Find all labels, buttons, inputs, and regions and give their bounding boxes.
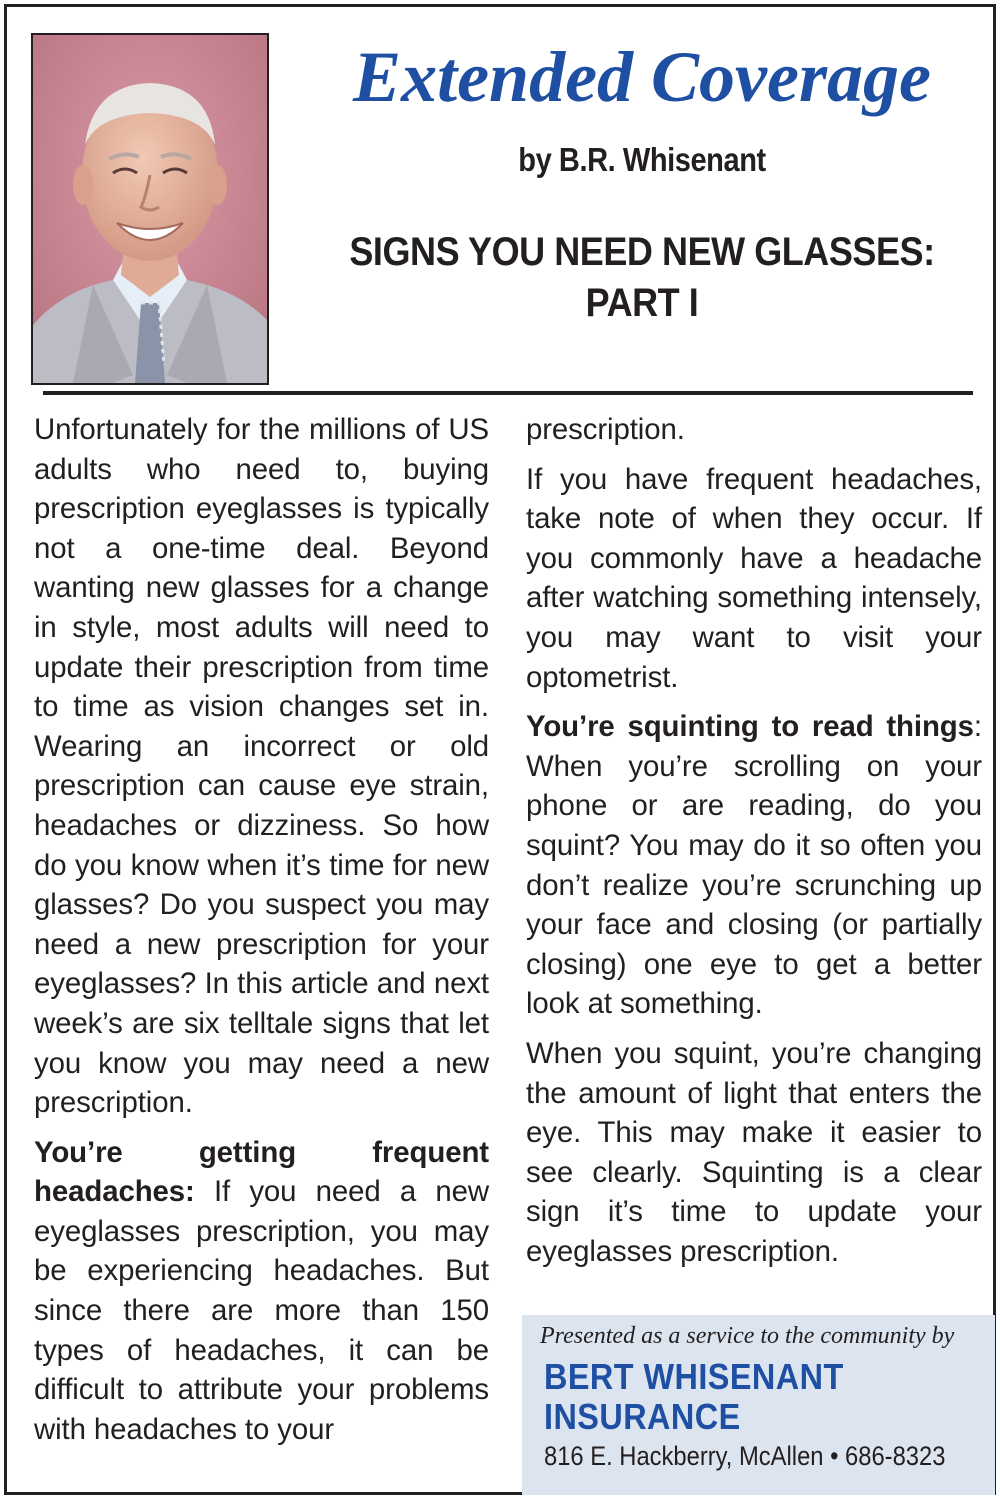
sponsor-name-line-1: BERT WHISENANT <box>544 1356 844 1397</box>
author-portrait <box>31 33 269 385</box>
paragraph: Unfortunately for the millions of US adults who need to, buying prescription eyeglasses is typically not a one-time deal. Beyond wanting new glasses for a change in style, most adults will need to update their prescription from time to time as vision changes set in. Wearing an incorrect or old prescription can cause eye strain, headaches or dizziness. So how do you know when it’s time for new glasses? Do you suspect you may need a new prescription for your eyeglasses? In this article and next week’s are six telltale signs that let you know you may need a new prescription. <box>34 413 489 1120</box>
sponsor-intro: Presented as a service to the community by <box>540 1323 955 1349</box>
headline-line-2: PART I <box>585 281 699 325</box>
divider-rule <box>43 391 973 395</box>
paragraph: If you have frequent headaches, take note of when they occur. If you commonly have a headache after watching something intensely, you may want to visit your optometrist. <box>526 462 982 694</box>
sponsor-address: 816 E. Hackberry, McAllen • 686-8323 <box>544 1441 946 1471</box>
byline: by B.R. Whisenant <box>518 141 766 178</box>
paragraph-body: : When you’re scrolling on your phone or are reading, do you squint? You may do it so often you don’t realize you’re scrunching up your face and closing (or partially closing) one eye to get a better look at something. <box>526 710 982 1021</box>
article-column-right <box>526 410 982 1281</box>
sponsor-box <box>522 1315 995 1495</box>
subheading: You’re getting frequent headaches: <box>34 1135 489 1209</box>
article-headline <box>314 227 971 329</box>
article-column-left <box>34 410 489 1459</box>
headline-line-1: SIGNS YOU NEED NEW GLASSES: <box>349 230 935 274</box>
author-photo-illustration <box>33 35 267 383</box>
ad-frame <box>4 4 996 1495</box>
column-title: Extended Coverage <box>353 37 931 117</box>
sponsor-name <box>544 1357 940 1437</box>
sponsor-name-line-2: INSURANCE <box>544 1396 741 1437</box>
paragraph: prescription. <box>526 413 685 446</box>
paragraph-body: If you need a new eyeglasses prescription, you may be experiencing headaches. But since there are more than 150 types of headaches, it can be difficult to attribute your problems with headaches to your <box>34 1175 489 1446</box>
subheading: You’re squinting to read things <box>526 710 974 744</box>
paragraph <box>526 707 982 1024</box>
paragraph <box>34 1133 489 1450</box>
paragraph: When you squint, you’re changing the amount of light that enters the eye. This may make it easier to see clearly. Squinting is a clear sign it’s time to update your eyeglasses prescription. <box>526 1036 982 1268</box>
